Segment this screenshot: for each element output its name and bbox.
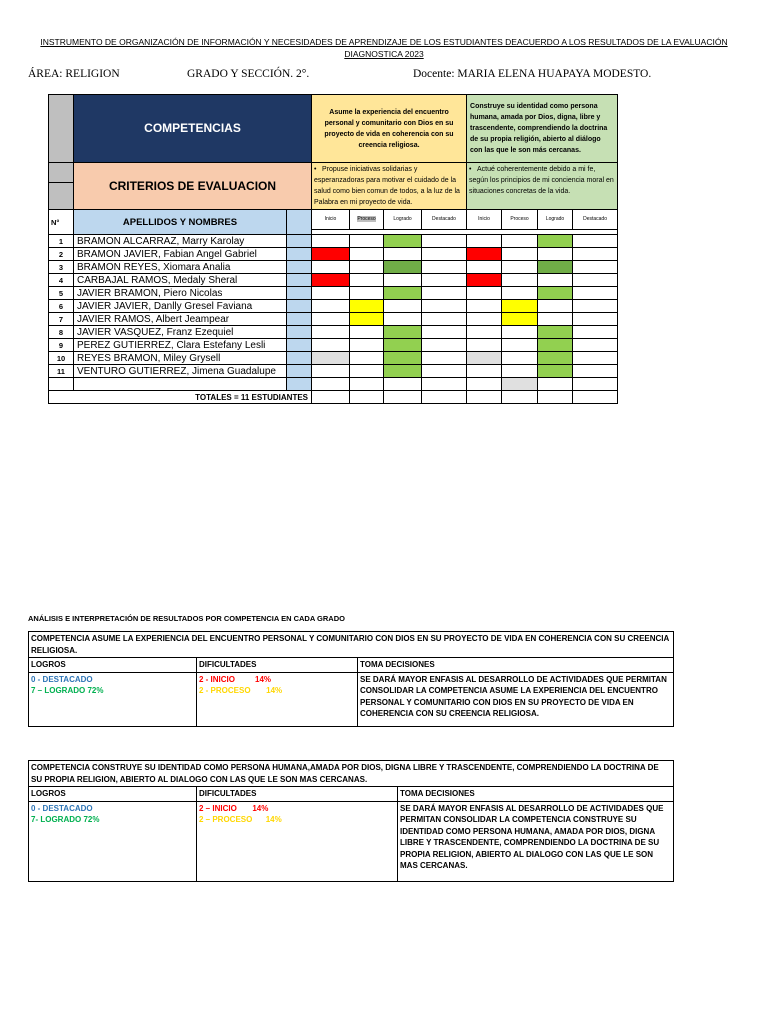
table-row: 5 JAVIER BRAMON, Piero Nicolas <box>49 287 618 300</box>
decisiones-cell: SE DARÁ MAYOR ENFASIS AL DESARROLLO DE ACTIVIDADES QUE PERMITAN CONSOLIDAR LA COMPETENCIA CONSTRUYE SU IDENTIDAD COMO PERSONA HUMANA, AMADA POR DIOS, DIGNA LIBRE Y TRASCENDENTE, COMPRENDIENDO LA DOCTRINA DE SU PROPIA RELIGION, ABIERTO AL DIALOGO CON LAS QUE LE SON MAS CERCANAS. <box>398 801 674 881</box>
apellidos-header: APELLIDOS Y NOMBRES <box>74 210 287 235</box>
logros-cell: 0 - DESTACADO 7 – LOGRADO 72% <box>29 672 197 726</box>
gray-cell <box>49 183 74 210</box>
title-line-2: DIAGNOSTICA 2023 <box>344 49 424 59</box>
area-label: ÁREA: RELIGION <box>28 68 120 80</box>
evaluation-table <box>48 94 618 404</box>
totales-label: TOTALES = 11 ESTUDIANTES <box>49 391 312 404</box>
decisiones-cell: SE DARÁ MAYOR ENFASIS AL DESARROLLO DE ACTIVIDADES QUE PERMITAN CONSOLIDAR LA COMPETENCIA ASUME LA EXPERIENCIA DEL ENCUENTRO PERSONAL Y COMUNITARIO CON DIOS EN SU PROYECTO DE VIDA EN COHERENCIA CON SU CREENCIA RELIGIOSA. <box>358 672 674 726</box>
logros-header: LOGROS <box>29 658 197 673</box>
logros-header: LOGROS <box>29 787 197 802</box>
table-row: 3 BRAMON REYES, Xiomara Analia <box>49 261 618 274</box>
document-title <box>28 36 740 60</box>
competencia-2: Construye su identidad como persona humana, amada por Dios, digna, libre y trascendente, comprendiendo la doctrina de su propia religión, abierto al diálogo con las que le son más cercanas. <box>467 95 618 163</box>
dificultades-cell: 2 – INICIO 14% 2 – PROCESO 14% <box>197 801 398 881</box>
decisiones-header: TOMA DECISIONES <box>398 787 674 802</box>
competencias-header: COMPETENCIAS <box>74 95 312 163</box>
competencia-1: Asume la experiencia del encuentro personal y comunitario con Dios en su proyecto de vida en coherencia con su creencia religiosa. <box>312 95 467 163</box>
grado-label: GRADO Y SECCIÓN. 2°. <box>187 68 310 80</box>
logros-cell: 0 - DESTACADO 7- LOGRADO 72% <box>29 801 197 881</box>
decisiones-header: TOMA DECISIONES <box>358 658 674 673</box>
table-row: 7 JAVIER RAMOS, Albert Jeampear <box>49 313 618 326</box>
table-row: 4 CARBAJAL RAMOS, Medaly Sheral <box>49 274 618 287</box>
level-inicio-2: Inicio <box>467 210 502 230</box>
table-row <box>49 378 618 391</box>
dificultades-cell: 2 - INICIO 14% 2 - PROCESO 14% <box>197 672 358 726</box>
dificultades-header: DIFICULTADES <box>197 658 358 673</box>
level-destacado-1: Destacado <box>422 210 467 230</box>
competencia-text: COMPETENCIA ASUME LA EXPERIENCIA DEL ENCUENTRO PERSONAL Y COMUNITARIO CON DIOS EN SU PROYECTO DE VIDA EN COHERENCIA CON SU CREENCIA RELIGIOSA. <box>29 632 674 658</box>
competencia-text: COMPETENCIA CONSTRUYE SU IDENTIDAD COMO PERSONA HUMANA,AMADA POR DIOS, DIGNA LIBRE Y TRASCENDENTE, COMPRENDIENDO LA DOCTRINA DE SU PROPIA RELIGION, ABIERTO AL DIALOGO CON LAS QUE LE SON MAS CERCANAS. <box>29 761 674 787</box>
gray-cell <box>49 163 74 183</box>
criterio-1: • Propuse iniciativas solidarias y esperanzadoras para motivar el cuidado de la salud como bien comun de todos, a la luz de la Palabra en mi proyecto de vida. <box>312 163 467 210</box>
level-destacado-2: Destacado <box>573 210 618 230</box>
analysis-table-1 <box>28 631 674 727</box>
level-logrado-2: Logrado <box>538 210 573 230</box>
table-row: 6 JAVIER JAVIER, Danlly Gresel Faviana <box>49 300 618 313</box>
docente-label: Docente: MARIA ELENA HUAPAYA MODESTO. <box>413 68 652 80</box>
title-line-1: INSTRUMENTO DE ORGANIZACIÓN DE INFORMACIÓN Y NECESIDADES DE APRENDIZAJE DE LOS ESTUDIANTES DEACUERDO A LOS RESULTADOS DE LA EVALUACIÓN <box>40 37 728 47</box>
table-row: 2 BRAMON JAVIER, Fabian Angel Gabriel <box>49 248 618 261</box>
level-inicio-1: Inicio <box>312 210 350 230</box>
table-row: 11 VENTURO GUTIERREZ, Jimena Guadalupe <box>49 365 618 378</box>
criterios-header: CRITERIOS DE EVALUACION <box>74 163 312 210</box>
criterio-2: • Actué coherentemente debido a mi fe, según los principios de mi conciencia moral en situaciones concretas de la vida. <box>467 163 618 210</box>
analysis-table-2 <box>28 760 674 882</box>
blue-cell <box>287 210 312 235</box>
table-row: 10 REYES BRAMON, Miley Grysell <box>49 352 618 365</box>
table-row: 8 JAVIER VASQUEZ, Franz Ezequiel <box>49 326 618 339</box>
table-row: 9 PEREZ GUTIERREZ, Clara Estefany Lesli <box>49 339 618 352</box>
dificultades-header: DIFICULTADES <box>197 787 398 802</box>
level-logrado-1: Logrado <box>384 210 422 230</box>
level-proceso-2: Proceso <box>502 210 538 230</box>
analysis-section-title: ANÁLISIS E INTERPRETACIÓN DE RESULTADOS POR COMPETENCIA EN CADA GRADO <box>28 614 345 623</box>
num-header: N° <box>49 210 74 235</box>
table-row: 1 BRAMON ALCARRAZ, Marry Karolay <box>49 235 618 248</box>
corner-cell <box>49 95 74 163</box>
level-proceso-1: Proceso <box>350 210 384 230</box>
